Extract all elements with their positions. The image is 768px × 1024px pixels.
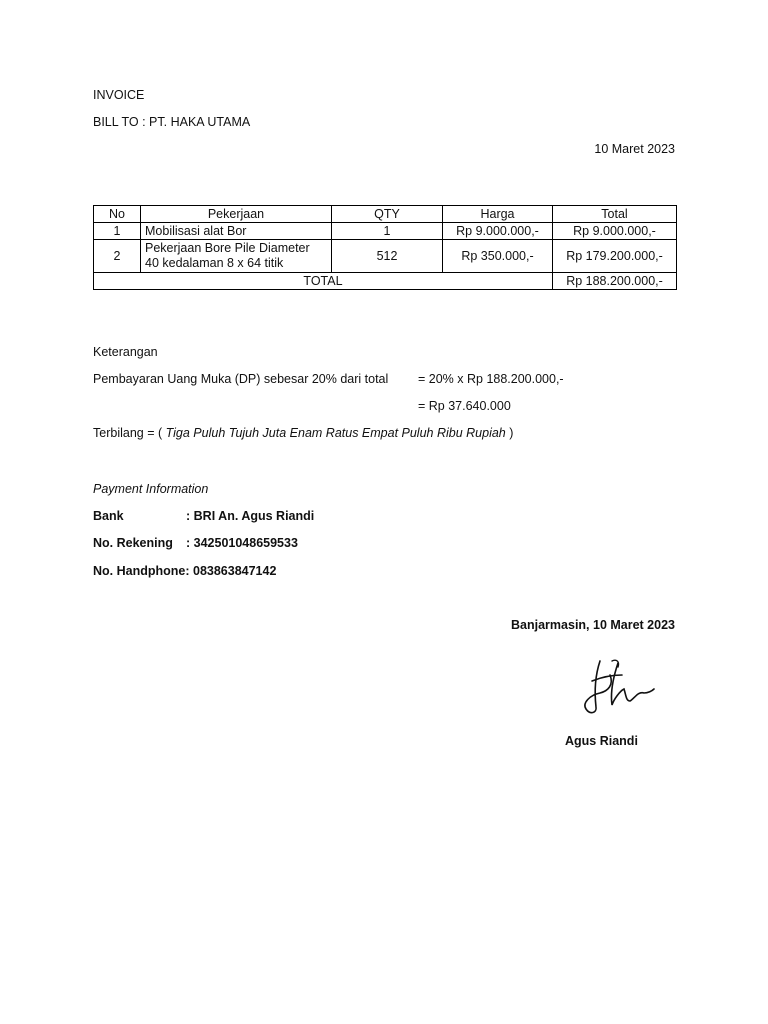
invoice-date: 10 Maret 2023 <box>594 142 675 156</box>
col-header-harga: Harga <box>443 206 553 223</box>
dp-result: = Rp 37.640.000 <box>418 399 511 413</box>
terbilang-text: Tiga Puluh Tujuh Juta Enam Ratus Empat Puluh Ribu Rupiah <box>165 426 506 440</box>
cell-total: Rp 179.200.000,- <box>553 240 677 273</box>
terbilang <box>93 426 513 440</box>
cell-no: 1 <box>94 223 141 240</box>
cell-pekerjaan-line2: 40 kedalaman 8 x 64 titik <box>145 256 284 270</box>
dp-calc: = 20% x Rp 188.200.000,- <box>418 372 564 386</box>
total-row <box>94 273 677 290</box>
bank-label: Bank <box>93 509 124 523</box>
cell-qty: 1 <box>332 223 443 240</box>
table-header-row <box>94 206 677 223</box>
rekening-value: : 342501048659533 <box>186 536 298 550</box>
signature-place-date: Banjarmasin, 10 Maret 2023 <box>511 618 675 632</box>
terbilang-prefix: Terbilang = ( <box>93 426 163 440</box>
bank-value: : BRI An. Agus Riandi <box>186 509 315 523</box>
col-header-no: No <box>94 206 141 223</box>
cell-qty: 512 <box>332 240 443 273</box>
col-header-total: Total <box>553 206 677 223</box>
table-row <box>94 240 677 273</box>
payment-heading: Payment Information <box>93 482 209 496</box>
cell-pekerjaan-line1: Pekerjaan Bore Pile Diameter <box>145 241 310 255</box>
signature-name: Agus Riandi <box>565 734 638 748</box>
cell-harga: Rp 350.000,- <box>443 240 553 273</box>
invoice-table <box>93 205 677 290</box>
signature-image <box>578 655 658 719</box>
cell-no: 2 <box>94 240 141 273</box>
cell-pekerjaan: Mobilisasi alat Bor <box>141 223 332 240</box>
table-row <box>94 223 677 240</box>
terbilang-suffix: ) <box>509 426 514 440</box>
dp-label: Pembayaran Uang Muka (DP) sebesar 20% dari total <box>93 372 389 386</box>
notes-heading: Keterangan <box>93 345 158 359</box>
invoice-title: INVOICE <box>93 88 145 102</box>
cell-pekerjaan <box>141 240 332 273</box>
cell-total: Rp 9.000.000,- <box>553 223 677 240</box>
rekening-label: No. Rekening <box>93 536 173 550</box>
total-value: Rp 188.200.000,- <box>553 273 677 290</box>
col-header-pekerjaan: Pekerjaan <box>141 206 332 223</box>
cell-harga: Rp 9.000.000,- <box>443 223 553 240</box>
handphone: No. Handphone: 083863847142 <box>93 564 277 578</box>
bill-to: BILL TO : PT. HAKA UTAMA <box>93 115 251 129</box>
col-header-qty: QTY <box>332 206 443 223</box>
total-label: TOTAL <box>94 273 553 290</box>
